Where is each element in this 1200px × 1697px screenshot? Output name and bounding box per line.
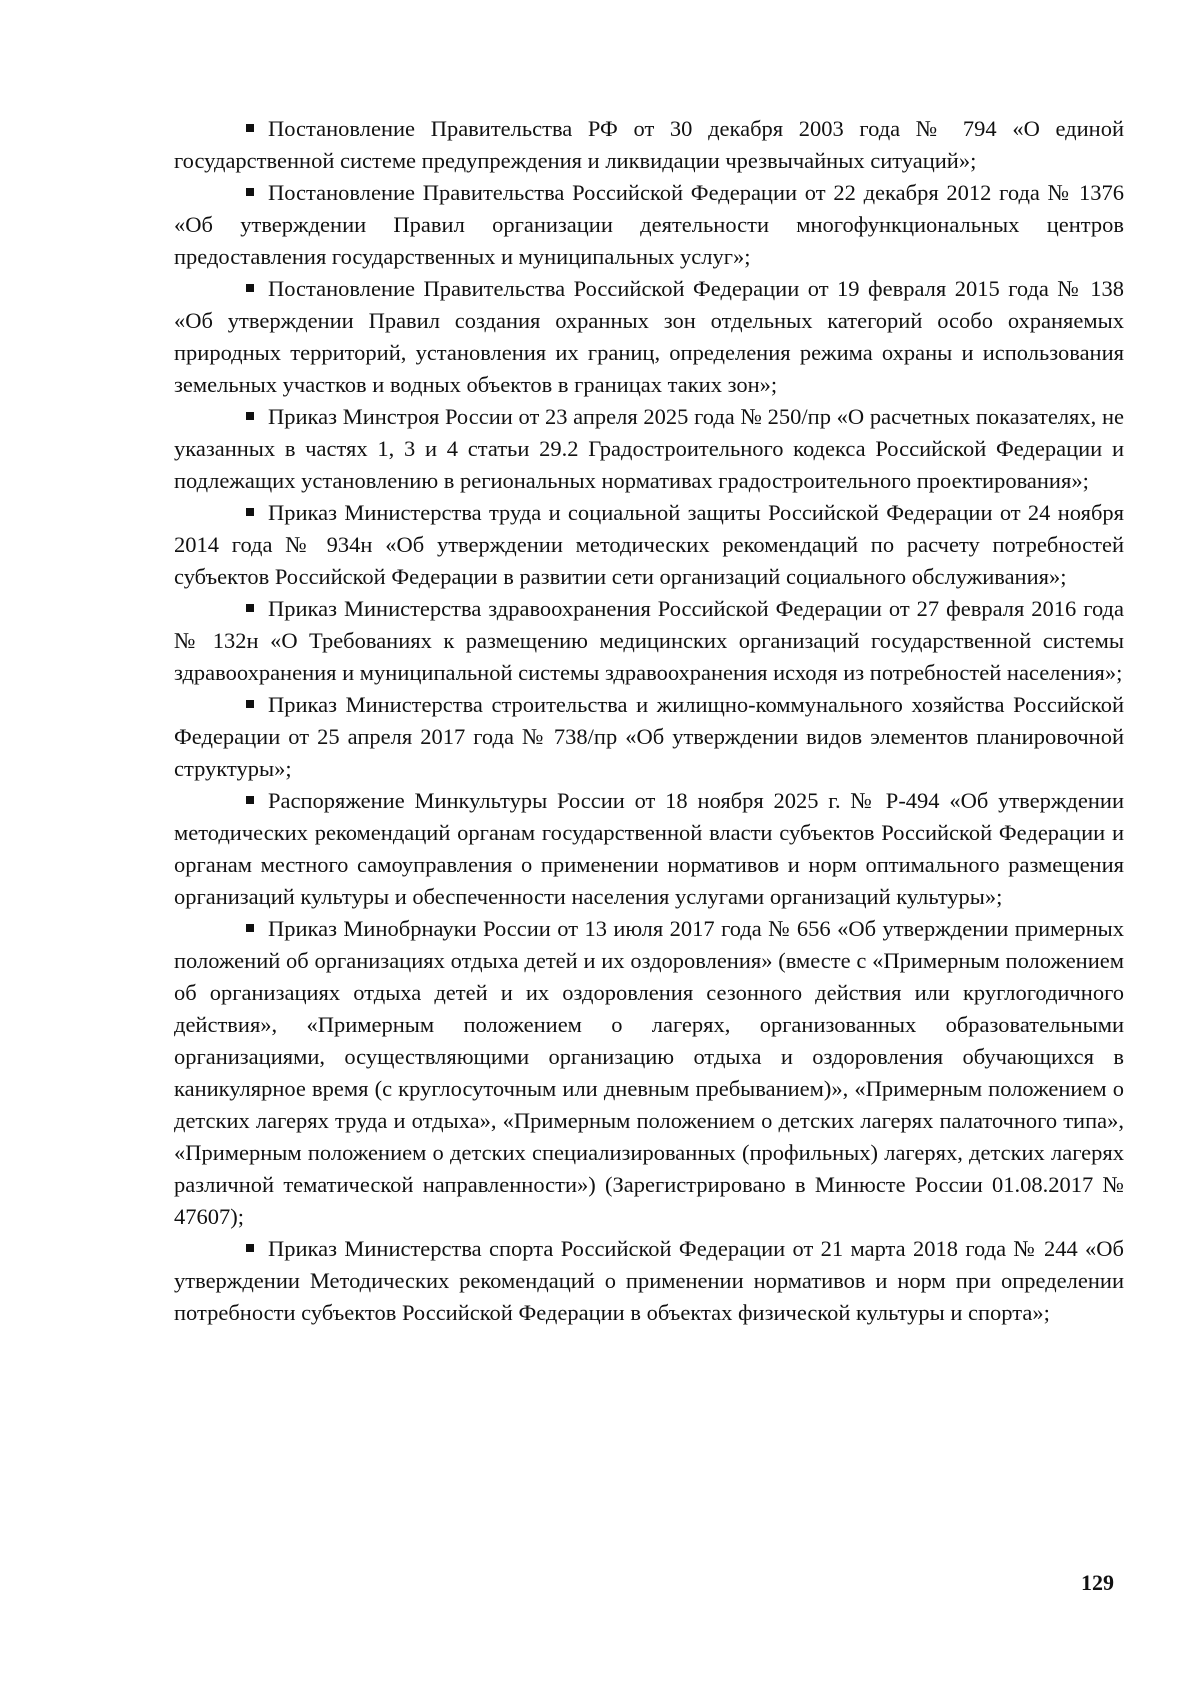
bullet-icon — [246, 412, 254, 420]
list-item — [174, 497, 1124, 593]
list-item-text: Приказ Министерства строительства и жилищно-коммунального хозяйства Российской Федерации от 25 апреля 2017 года № 738/пр «Об утверждении видов элементов планировочной структуры»; — [174, 692, 1124, 781]
list-item-text: Приказ Минстроя России от 23 апреля 2025 года № 250/пр «О расчетных показателях, не указанных в частях 1, 3 и 4 статьи 29.2 Градостроительного кодекса Российской Федерации и подлежащих установлению в региональных нормативах градостроительного проектирования»; — [174, 404, 1124, 493]
bullet-icon — [246, 508, 254, 516]
list-item — [174, 113, 1124, 177]
bullet-icon — [246, 924, 254, 932]
list-item-text: Постановление Правительства Российской Федерации от 22 декабря 2012 года № 1376 «Об утверждении Правил организации деятельности многофункциональных центров предоставления государственных и муниципальных услуг»; — [174, 180, 1124, 269]
list-item-text: Приказ Министерства спорта Российской Федерации от 21 марта 2018 года № 244 «Об утверждении Методических рекомендаций о применении нормативов и норм при определении потребности субъектов Российской Федерации в объектах физической культуры и спорта»; — [174, 1236, 1124, 1325]
list-item-text: Приказ Министерства труда и социальной защиты Российской Федерации от 24 ноября 2014 года № 934н «Об утверждении методических рекомендаций по расчету потребностей субъектов Российской Федерации в развитии сети организаций социального обслуживания»; — [174, 500, 1124, 589]
list-item-text: Распоряжение Минкультуры России от 18 ноября 2025 г. № Р-494 «Об утверждении методических рекомендаций органам государственной власти субъектов Российской Федерации и органам местного самоуправления о применении нормативов и норм оптимального размещения организаций культуры и обеспеченности населения услугами организаций культуры»; — [174, 788, 1124, 909]
list-item-text: Постановление Правительства РФ от 30 декабря 2003 года № 794 «О единой государственной системе предупреждения и ликвидации чрезвычайных ситуаций»; — [174, 116, 1124, 173]
list-item-text: Приказ Минобрнауки России от 13 июля 2017 года № 656 «Об утверждении примерных положений об организациях отдыха детей и их оздоровления» (вместе с «Примерным положением об организациях отдыха детей и их оздоровления сезонного действия или круглогодичного действия», «Примерным положением о лагерях, организованных образовательными организациями, осуществляющими организацию отдыха и оздоровления обучающихся в каникулярное время (с круглосуточным или дневным пребыванием)», «Примерным положением о детских лагерях труда и отдыха», «Примерным положением о детских лагерях палаточного типа», «Примерным положением о детских специализированных (профильных) лагерях, детских лагерях различной тематической направленности») (Зарегистрировано в Минюсте России 01.08.2017 № 47607); — [174, 916, 1124, 1229]
bullet-icon — [246, 124, 254, 132]
list-item — [174, 1233, 1124, 1329]
list-item-text: Приказ Министерства здравоохранения Российской Федерации от 27 февраля 2016 года № 132н «О Требованиях к размещению медицинских организаций государственной системы здравоохранения и муниципальной системы здравоохранения исходя из потребностей населения»; — [174, 596, 1124, 685]
page-number: 129 — [1081, 1570, 1114, 1595]
bullet-icon — [246, 1244, 254, 1252]
list-item — [174, 177, 1124, 273]
bullet-icon — [246, 284, 254, 292]
list-item — [174, 689, 1124, 785]
bullet-icon — [246, 796, 254, 804]
list-item — [174, 401, 1124, 497]
list-item — [174, 785, 1124, 913]
list-item — [174, 593, 1124, 689]
bullet-icon — [246, 604, 254, 612]
bullet-icon — [246, 188, 254, 196]
list-item — [174, 913, 1124, 1233]
document-body — [174, 113, 1124, 1329]
list-item-text: Постановление Правительства Российской Федерации от 19 февраля 2015 года № 138 «Об утверждении Правил создания охранных зон отдельных категорий особо охраняемых природных территорий, установления их границ, определения режима охраны и использования земельных участков и водных объектов в границах таких зон»; — [174, 276, 1124, 397]
bullet-icon — [246, 700, 254, 708]
list-item — [174, 273, 1124, 401]
